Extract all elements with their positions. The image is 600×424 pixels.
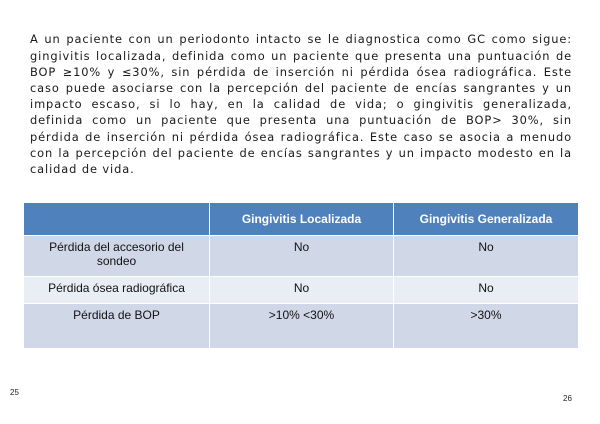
header-gingivitis-generalizada: Gingivitis Generalizada [394, 203, 579, 236]
body-paragraph: A un paciente con un periodonto intacto se le diagnostica como GC como sigue: gingivitis localizada, definida como un paciente que presenta una puntuación de BOP ≥10% y ≤30%, sin pérdida de inserción ni pérdida ósea radiográfica. Este caso puede asociarse con la percepción del paciente de encías sangrantes y un impacto escaso, si lo hay, en la calidad de vida; o gingivitis generalizada, definida como un paciente que presenta una puntuación de BOP> 30%, sin pérdida de inserción ni pérdida ósea radiográfica. Este caso se asocia a menudo con la percepción del paciente de encías sangrantes y un impacto modesto en la calidad de vida. [30, 32, 572, 177]
row-label: Pérdida de BOP [24, 304, 210, 349]
cell-localizada: No [210, 277, 394, 304]
header-gingivitis-localizada: Gingivitis Localizada [210, 203, 394, 236]
table-row [24, 277, 579, 304]
cell-generalizada: No [394, 236, 579, 277]
header-empty-cell [24, 203, 210, 236]
cell-generalizada: No [394, 277, 579, 304]
row-label: Pérdida ósea radiográfica [24, 277, 210, 304]
table-row [24, 304, 579, 349]
page-number-left: 25 [10, 388, 19, 397]
table-row [24, 236, 579, 277]
cell-localizada: >10% <30% [210, 304, 394, 349]
table-header-row [24, 203, 579, 236]
page-number-right: 26 [563, 394, 572, 403]
row-label: Pérdida del accesorio del sondeo [24, 236, 210, 277]
cell-generalizada: >30% [394, 304, 579, 349]
comparison-table [23, 202, 579, 349]
cell-localizada: No [210, 236, 394, 277]
